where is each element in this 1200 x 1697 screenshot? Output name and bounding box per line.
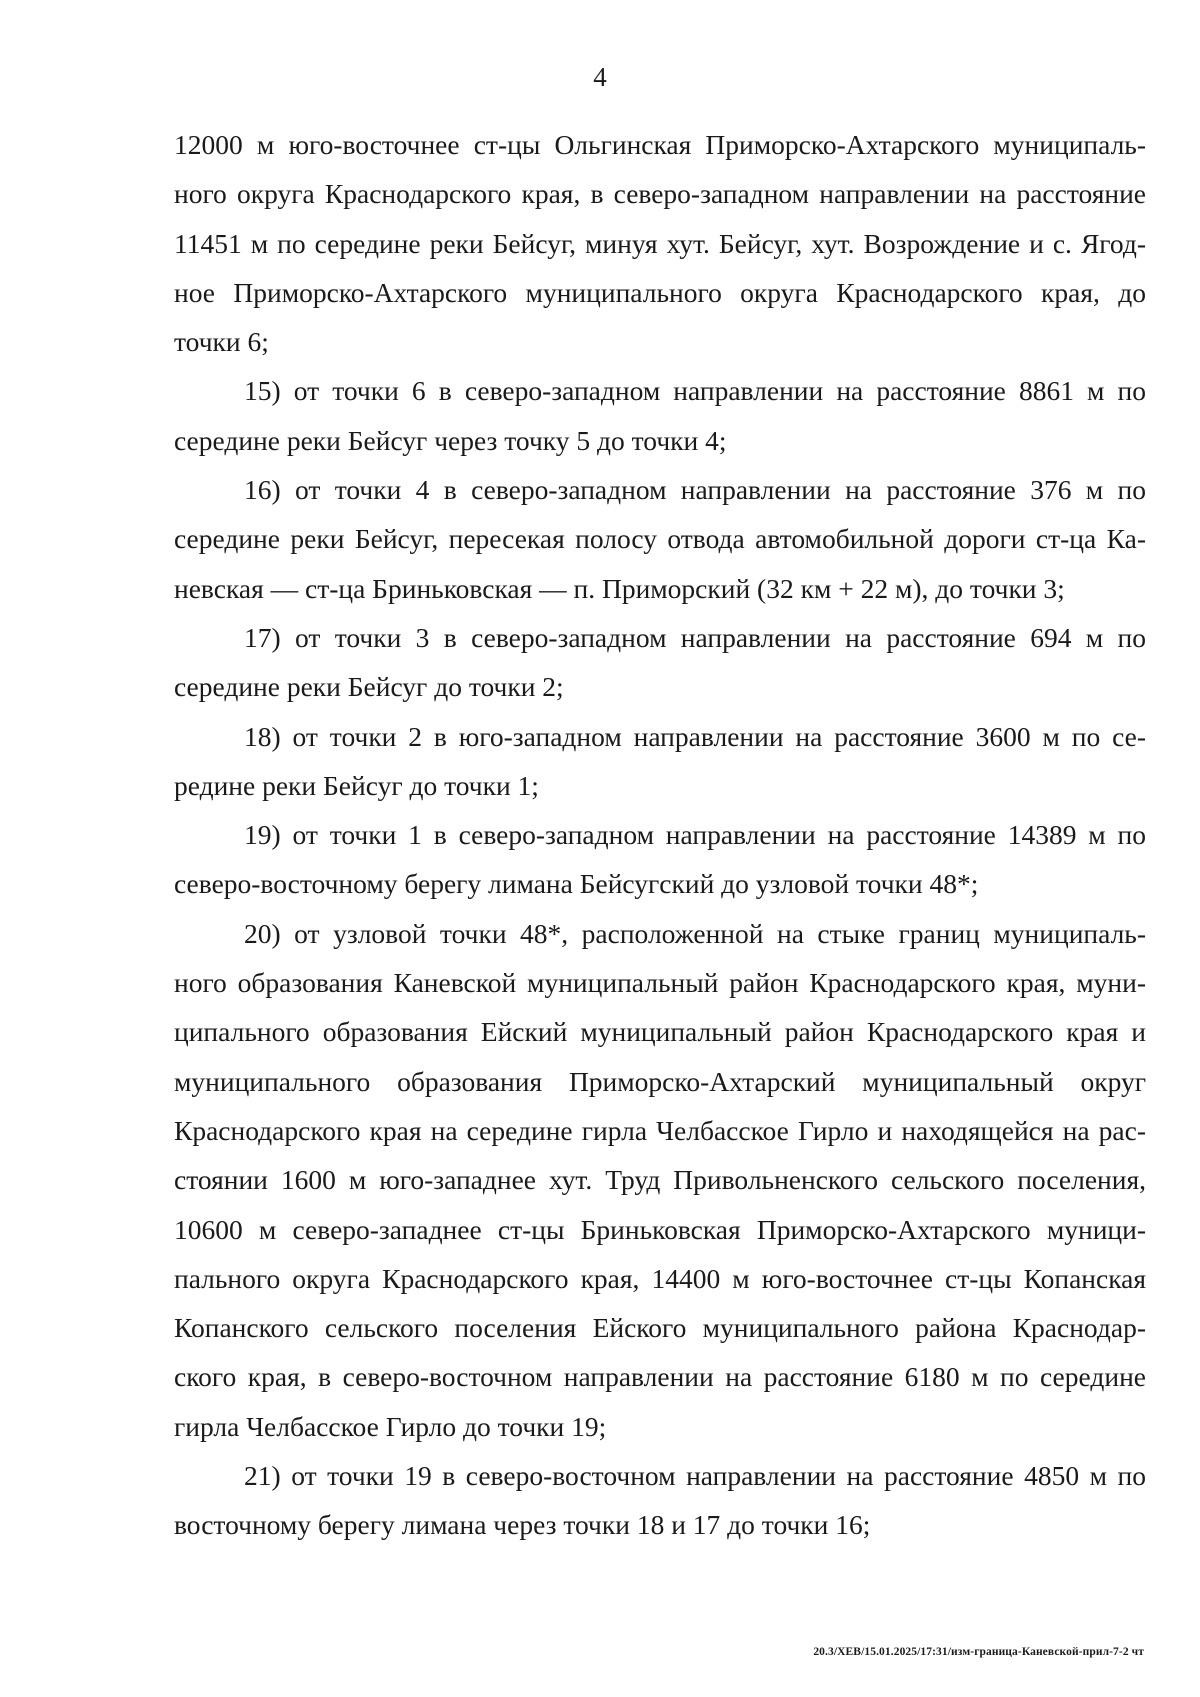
text-line: 19) от точки 1 в северо-западном направлении на расстояние 14389 м по xyxy=(244,819,1146,851)
text-line: муниципального образования Приморско-Ахтарский муниципальный округ xyxy=(174,1065,1146,1097)
text-line: редине реки Бейсуг до точки 1; xyxy=(174,769,539,801)
paragraph-item-17 xyxy=(174,613,1146,712)
text-line: 11451 м по середине реки Бейсуг, минуя хут. Бейсуг, хут. Возрождение и с. Ягод- xyxy=(174,227,1146,259)
text-line: ного образования Каневской муниципальный район Краснодарского края, муни- xyxy=(174,967,1146,999)
paragraph-item-16 xyxy=(174,465,1146,613)
text-line: ского края, в северо-восточном направлении на расстояние 6180 м по середине xyxy=(174,1361,1146,1393)
text-line: стоянии 1600 м юго-западнее хут. Труд Привольненского сельского поселения, xyxy=(174,1164,1146,1196)
text-line: Краснодарского края на середине гирла Челбасское Гирло и находящейся на рас- xyxy=(174,1114,1146,1146)
text-line: середине реки Бейсуг до точки 2; xyxy=(174,671,564,703)
text-line: 21) от точки 19 в северо-восточном направлении на расстояние 4850 м по xyxy=(244,1460,1146,1492)
paragraph-item-18 xyxy=(174,712,1146,811)
text-line: 20) от узловой точки 48*, расположенной на стыке границ муниципаль- xyxy=(244,917,1146,949)
text-line: ное Приморско-Ахтарского муниципального округа Краснодарского края, до xyxy=(174,276,1146,308)
text-line: невская — ст-ца Бриньковская — п. Приморский (32 км + 22 м), до точки 3; xyxy=(174,572,1065,604)
text-line: 15) от точки 6 в северо-западном направлении на расстояние 8861 м по xyxy=(244,375,1146,407)
text-line: середине реки Бейсуг, пересекая полосу отвода автомобильной дороги ст-ца Ка- xyxy=(174,523,1146,555)
paragraph-item-20 xyxy=(174,909,1146,1451)
page-number: 4 xyxy=(593,62,607,92)
text-line: 16) от точки 4 в северо-западном направлении на расстояние 376 м по xyxy=(244,474,1146,506)
text-line: 17) от точки 3 в северо-западном направлении на расстояние 694 м по xyxy=(244,621,1146,653)
text-line: гирла Челбасское Гирло до точки 19; xyxy=(174,1410,607,1442)
text-line: точки 6; xyxy=(174,326,269,358)
text-line: северо-восточному берегу лимана Бейсугский до узловой точки 48*; xyxy=(174,868,979,900)
text-line: 18) от точки 2 в юго-западном направлении на расстояние 3600 м по се- xyxy=(244,720,1146,752)
text-line: 12000 м юго-восточнее ст-цы Ольгинская Приморско-Ахтарского муниципаль- xyxy=(174,129,1146,160)
text-line: середине реки Бейсуг через точку 5 до точки 4; xyxy=(174,424,727,456)
text-line: 10600 м северо-западнее ст-цы Бриньковская Приморско-Ахтарского муници- xyxy=(174,1213,1146,1245)
text-line: восточному берегу лимана через точки 18 и 17 до точки 16; xyxy=(174,1509,871,1541)
text-line: пального округа Краснодарского края, 14400 м юго-восточнее ст-цы Копанская xyxy=(174,1262,1146,1294)
paragraph-item-19 xyxy=(174,810,1146,909)
document-body xyxy=(174,120,1146,1550)
text-line: ного округа Краснодарского края, в северо-западном направлении на расстояние xyxy=(174,178,1146,210)
document-footer-reference: 20.3/ХЕВ/15.01.2025/17:31/изм-граница-Каневской-прил-7-2 чт xyxy=(813,1646,1144,1658)
paragraph-item-15 xyxy=(174,366,1146,465)
paragraph-continuation xyxy=(174,120,1146,366)
text-line: ципального образования Ейский муниципальный район Краснодарского края и xyxy=(174,1016,1146,1048)
paragraph-item-21 xyxy=(174,1451,1146,1550)
text-line: Копанского сельского поселения Ейского муниципального района Краснодар- xyxy=(174,1312,1146,1344)
